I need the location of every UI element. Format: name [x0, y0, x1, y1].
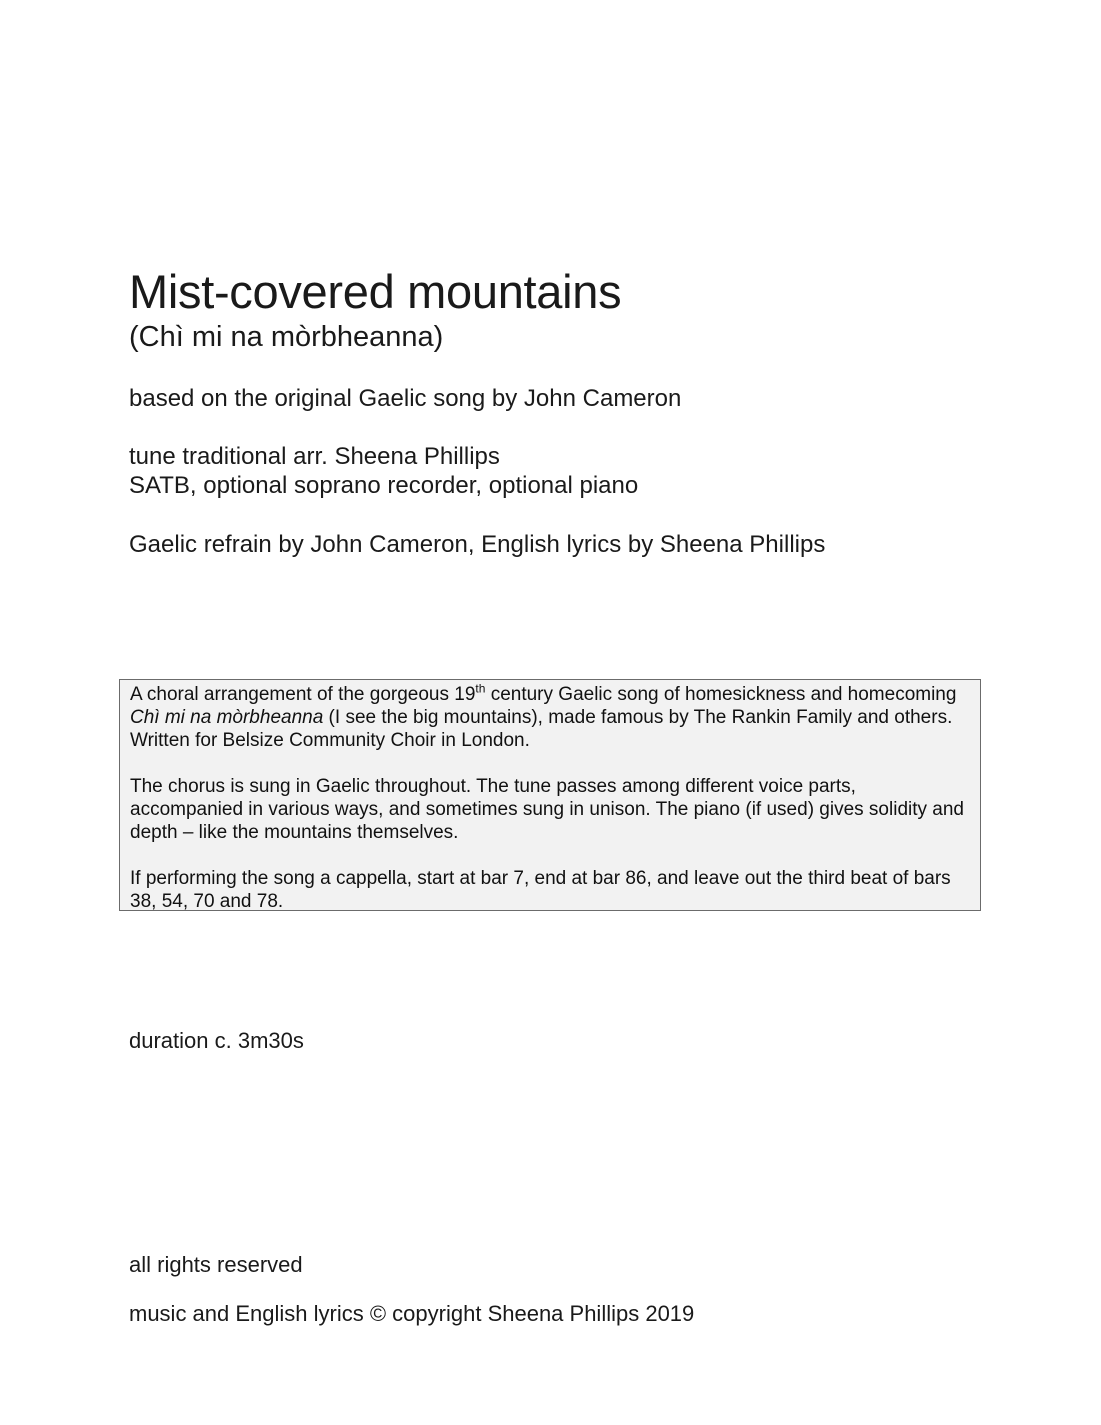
lyrics-credit: Gaelic refrain by John Cameron, English lyrics by Sheena Phillips — [129, 531, 826, 558]
notes-paragraph-1 — [130, 683, 970, 752]
notes-p1-text-c: (I see the big mountains), made famous by The Rankin Family and others. Written for Belsize Community Choir in London. — [130, 707, 953, 751]
rights-line: all rights reserved — [129, 1252, 303, 1277]
tune-credit: tune traditional arr. Sheena Phillips — [129, 443, 500, 470]
program-notes-box — [119, 679, 981, 911]
notes-paragraph-3: If performing the song a cappella, start at bar 7, end at bar 86, and leave out the third beat of bars 38, 54, 70 and 78. — [130, 868, 951, 912]
notes-p1-superscript: th — [475, 681, 486, 696]
notes-p1-text-a: A choral arrangement of the gorgeous 19 — [130, 684, 476, 705]
based-on-credit: based on the original Gaelic song by John Cameron — [129, 385, 682, 412]
notes-p1-text-b: century Gaelic song of homesickness and homecoming — [485, 684, 957, 705]
page-title: Mist-covered mountains — [129, 265, 622, 318]
voicing-line: SATB, optional soprano recorder, optional piano — [129, 472, 639, 499]
notes-p1-song-title: Chì mi na mòrbheanna — [130, 707, 324, 728]
page-subtitle: (Chì mi na mòrbheanna) — [129, 321, 444, 353]
duration-line: duration c. 3m30s — [129, 1028, 304, 1053]
notes-paragraph-2: The chorus is sung in Gaelic throughout. The tune passes among different voice parts, accompanied in various ways, and sometimes sung in unison. The piano (if used) gives solidity and depth – like the mountains themselves. — [130, 776, 964, 843]
copyright-line: music and English lyrics © copyright Sheena Phillips 2019 — [129, 1301, 695, 1326]
